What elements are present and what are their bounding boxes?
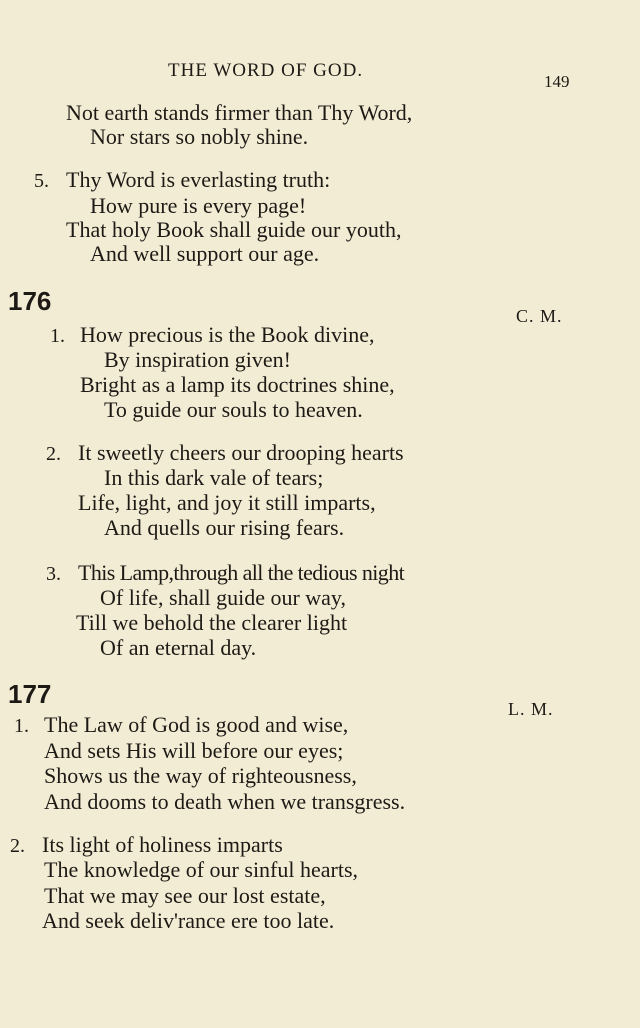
verse-line: Life, light, and joy it still imparts, — [78, 490, 376, 515]
verse-line: Of an eternal day. — [100, 635, 257, 660]
verse-number: 2. — [46, 443, 61, 465]
page-number: 149 — [544, 72, 570, 91]
running-head: THE WORD OF GOD. — [168, 60, 364, 81]
verse-number: 1. — [50, 325, 65, 347]
verse-number: 1. — [14, 715, 29, 737]
verse-number: 5. — [34, 170, 49, 192]
verse-line: In this dark vale of tears; — [104, 465, 324, 490]
verse-line: How pure is every page! — [90, 193, 307, 218]
hymn-number: 176 — [8, 286, 52, 316]
hymn-meter: L. M. — [508, 699, 554, 719]
hymn-number: 177 — [8, 679, 52, 709]
verse-line: Not earth stands firmer than Thy Word, — [66, 100, 413, 125]
verse-number: 3. — [46, 563, 61, 585]
verse-line: Thy Word is everlasting truth: — [66, 167, 331, 192]
verse-line: The knowledge of our sinful hearts, — [44, 857, 359, 882]
verse-line: Of life, shall guide our way, — [100, 585, 347, 610]
verse-line: It sweetly cheers our drooping hearts — [78, 440, 404, 465]
hymn-meter: C. M. — [516, 306, 563, 326]
verse-line: How precious is the Book divine, — [80, 322, 375, 347]
verse-line: And quells our rising fears. — [104, 515, 345, 540]
verse-line: Till we behold the clearer light — [76, 610, 348, 635]
verse-number: 2. — [10, 835, 25, 857]
verse-line: And well support our age. — [90, 241, 320, 266]
verse-line: That holy Book shall guide our youth, — [66, 217, 402, 242]
verse-line: Nor stars so nobly shine. — [90, 124, 309, 149]
verse-line: The Law of God is good and wise, — [44, 712, 349, 737]
verse-line: To guide our souls to heaven. — [104, 397, 363, 422]
verse-line: Its light of holiness imparts — [42, 832, 283, 857]
verse-line: That we may see our lost estate, — [44, 883, 326, 908]
verse-line: Bright as a lamp its doctrines shine, — [80, 372, 395, 397]
verse-line: This Lamp,through all the tedious night — [78, 560, 405, 585]
verse-line: Shows us the way of righteousness, — [44, 763, 357, 788]
verse-line: By inspiration given! — [104, 347, 291, 372]
verse-line: And sets His will before our eyes; — [44, 738, 344, 763]
verse-line: And seek deliv'rance ere too late. — [42, 908, 335, 933]
verse-line: And dooms to death when we transgress. — [44, 789, 406, 814]
